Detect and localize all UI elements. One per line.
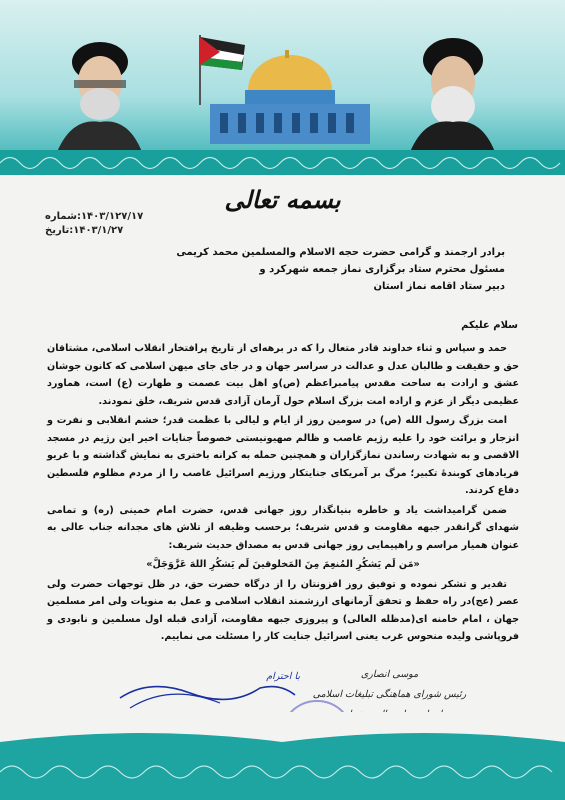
signer-right-name: موسی انصاری: [360, 669, 419, 680]
letter-meta: [45, 210, 195, 238]
closing-paragraph: تقدیر و تشکر نموده و توفیق روز افزونتان را از درگاه حضرت حق، در ظل توجهات حضرت ولی عصر (عج)در راه حفظ و تحقق آرمانهای ارزشمند انقلاب اسلامی و عمل به منویات ولی امر مسلمین جهان ، امام خامنه ای(مدظله العالی) و پیروزی جبهه مقاومت، آزادی قبله اول مسلمین و نابودی و فروپاشی ولیده منحوس غرب یعنی اسرائیل جنایت کار را مسئلت می نماییم.: [47, 578, 519, 642]
dome-of-the-rock-image: [180, 35, 390, 155]
respect-note: با احترام: [266, 671, 300, 682]
letter-body: [47, 340, 519, 648]
address-line-1: برادر ارجمند و گرامی حضرت حجه الاسلام والمسلمین محمد کریمی: [176, 247, 505, 258]
letterhead-banner: [0, 0, 565, 175]
bismillah-heading: بسمه تعالی: [224, 185, 341, 214]
portrait-right-image: [405, 22, 500, 152]
paragraph-1: حمد و سپاس و ثناء خداوند قادر متعال را که در برهه‌ای از تاریخ پرافتخار انقلاب اسلامی، مشتاقان حق و حقیقت و طالبان عدل و عدالت در سراسر جهان و در جای جای میهن اسلامی که کانون جوشان عشق و ارادت به ساحت مقدس پیامبراعظم (ص)و اهل بیت عصمت و طهارت (ع) است، هماورد عظیمی دیگر از عزم و اراده امت بزرگ اسلام حول آرمان آزادی قدس شریف، خلق نمودند.: [47, 343, 519, 407]
footer-ornament: [0, 712, 565, 800]
letter-date: ۱۴۰۳/۱/۲۷:تاریخ: [45, 225, 124, 236]
paragraph-2: امت بزرگ رسول الله (ص) در سومین روز از ایام و لیالی با عظمت قدر؛ خشم انقلابی و نفرت و انزجار و برائت خود را علیه رژیم غاصب و ظالم صهیونیستی خصوصاً جنایات اخیر این رژیم در مسجد الاقصی و به شهادت رساندن نمازگزاران و همچنین حمله به کرانه باختری به نمایش گذاشته و با غریو فریادهای کوبندهٔ تکبیر؛ مرگ بر آمریکای جنایتکار ورژیم اسرائیل غاصب را از مردم مظلوم فلسطین دفاع کردند.: [47, 415, 519, 496]
letter-number: ۱۴۰۳/۱۲۷/۱۷:شماره: [45, 211, 144, 222]
signer-right-title-1: رئیس شورای هماهنگی تبلیغات اسلامی: [312, 689, 467, 700]
address-line-2: مسئول محترم ستاد برگزاری نماز جمعه شهرکرد و: [259, 264, 505, 275]
paragraph-3: ضمن گرامیداشت یاد و خاطره بنیانگذار روز جهانی قدس، حضرت امام خمینی (ره) و تمامی شهدای گرانقدر جبهه مقاومت و قدس شریف؛ برحسب وظیفه از تلاش های مجدانه جناب عالی به عنوان همیار مراسم و راهپیمایی روز جهانی قدس به مصداق حدیث شریف:: [47, 504, 519, 551]
portrait-left-image: [52, 22, 147, 152]
greeting: سلام علیکم: [461, 320, 518, 331]
ornament-pattern: [0, 152, 565, 174]
hadith-quote: «مَن لَم یَشکُرِ المُنعِمَ مِنَ المَخلوقینَ لَم یَشکُرِ اللهَ عَزَّوَجَلَّ»: [146, 559, 420, 570]
recipient-address: [85, 244, 505, 295]
address-line-3: دبیر ستاد اقامه نماز استان: [373, 281, 505, 292]
